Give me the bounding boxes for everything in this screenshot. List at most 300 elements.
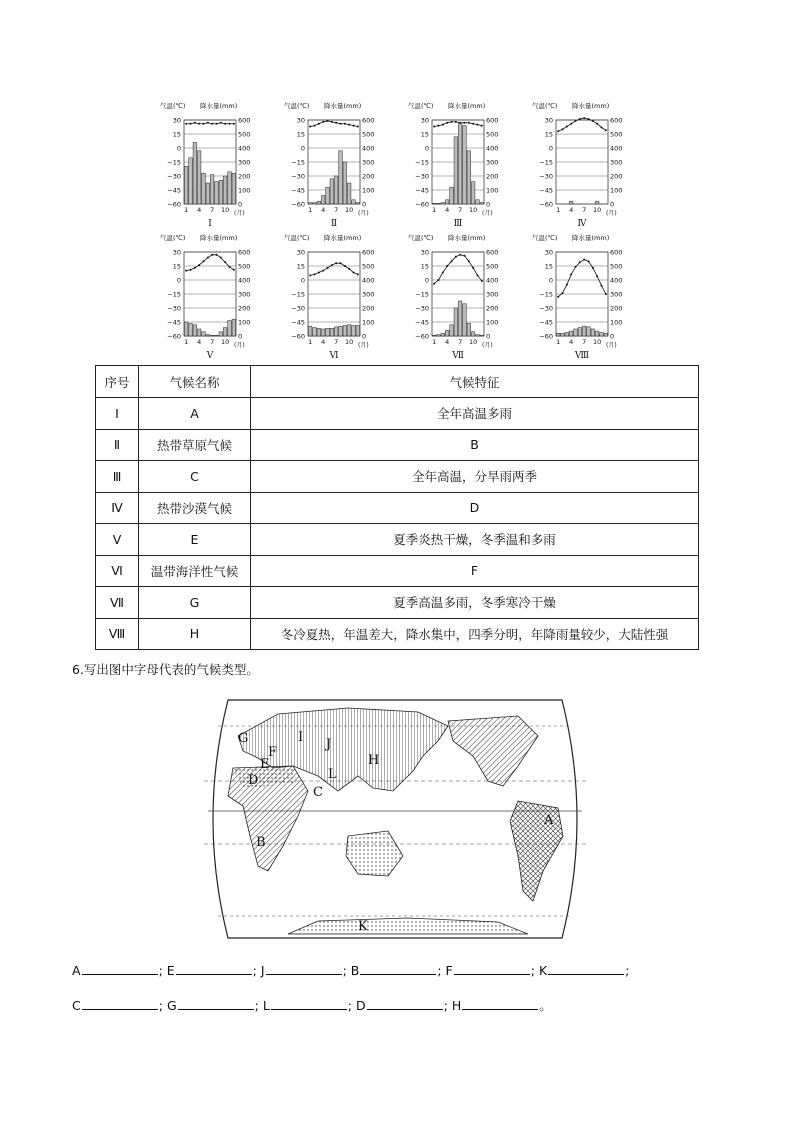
precip-bar — [343, 326, 347, 337]
precip-bar — [476, 200, 480, 204]
temp-axis-label: 气温(℃) — [284, 102, 310, 110]
temp-point — [211, 123, 213, 125]
precip-tick-label: 0 — [610, 332, 615, 341]
sep: ; — [158, 963, 163, 978]
temp-point — [353, 272, 355, 274]
table-row — [96, 429, 699, 461]
temp-point — [575, 120, 577, 122]
precip-bar — [215, 335, 219, 336]
temp-point — [207, 122, 209, 124]
month-unit-label: (月) — [234, 342, 245, 349]
temp-line — [434, 122, 482, 127]
precip-bar — [330, 179, 334, 204]
precip-bar — [476, 335, 480, 336]
map-letter-l: L — [328, 767, 337, 782]
temp-point — [601, 285, 603, 287]
temp-tick-label: −15 — [539, 290, 553, 299]
precip-bar — [480, 203, 484, 204]
month-tick-label: 4 — [445, 338, 450, 346]
temp-point — [464, 255, 466, 257]
table-row — [96, 492, 699, 524]
answer-blank[interactable] — [82, 962, 158, 975]
temp-tick-label: 0 — [176, 276, 181, 285]
precip-bar — [463, 126, 467, 204]
month-unit-label: (月) — [234, 210, 245, 217]
answer-blank[interactable] — [454, 962, 530, 975]
table-row — [96, 398, 699, 430]
temp-point — [481, 125, 483, 127]
precip-bar — [197, 329, 201, 336]
map-letter-d: D — [248, 773, 259, 788]
precip-bar — [467, 323, 471, 336]
temp-point — [566, 126, 568, 128]
precip-tick-label: 400 — [610, 276, 623, 285]
month-tick-label: 7 — [458, 338, 463, 346]
precip-bar — [569, 331, 573, 336]
precip-tick-label: 200 — [238, 172, 251, 181]
precip-tick-label: 300 — [610, 158, 623, 167]
precip-bar — [480, 335, 484, 336]
temp-tick-label: −60 — [291, 332, 305, 341]
temp-tick-label: −45 — [539, 186, 553, 195]
map-letter-j: J — [326, 737, 332, 752]
answer-label: K — [538, 963, 548, 978]
precip-bar — [600, 333, 604, 337]
temp-point — [438, 279, 440, 281]
precip-bar — [591, 329, 595, 336]
month-tick-label: 10 — [469, 206, 478, 214]
temp-point — [588, 260, 590, 262]
temp-tick-label: 30 — [172, 248, 181, 257]
precip-bar — [193, 142, 197, 204]
precip-bar — [569, 201, 573, 204]
precip-tick-label: 400 — [362, 276, 375, 285]
temp-axis-label: 气温(℃) — [532, 102, 558, 110]
precip-bar — [454, 137, 458, 204]
sep: ; — [254, 998, 259, 1013]
temp-tick-label: 30 — [544, 248, 553, 257]
precip-tick-label: 0 — [238, 332, 243, 341]
temp-point — [322, 121, 324, 123]
temp-tick-label: −30 — [291, 172, 305, 181]
precip-bar — [232, 173, 236, 204]
temp-point — [438, 125, 440, 127]
temp-point — [481, 280, 483, 282]
world-climate-map — [198, 696, 592, 942]
precip-tick-label: 500 — [238, 262, 251, 271]
temp-point — [207, 257, 209, 259]
precip-bar — [206, 183, 210, 204]
precip-bar — [582, 326, 586, 336]
temp-line — [186, 123, 234, 124]
month-tick-label: 4 — [569, 338, 574, 346]
cell-feature: 全年高温多雨 — [251, 398, 699, 430]
chart-roman-label: Ⅵ — [329, 351, 339, 360]
precip-bar — [450, 325, 454, 336]
precip-bar — [210, 335, 214, 336]
answer-label: F — [445, 963, 453, 978]
month-tick-label: 1 — [556, 206, 561, 214]
cell-name: G — [139, 587, 251, 619]
month-tick-label: 7 — [582, 206, 587, 214]
month-tick-label: 1 — [432, 338, 437, 346]
month-tick-label: 10 — [221, 338, 230, 346]
answer-blank[interactable] — [548, 962, 624, 975]
precip-tick-label: 0 — [362, 332, 367, 341]
temp-point — [477, 274, 479, 276]
precip-bar — [347, 183, 351, 204]
temp-axis-label: 气温(℃) — [160, 234, 186, 242]
precip-bar — [578, 328, 582, 336]
temp-tick-label: 30 — [296, 116, 305, 125]
precip-bar — [330, 328, 334, 336]
temp-tick-label: 15 — [172, 262, 181, 271]
temp-tick-label: −45 — [415, 318, 429, 327]
temp-point — [468, 260, 470, 262]
temp-point — [216, 254, 218, 256]
table-row — [96, 461, 699, 493]
precip-bar — [471, 182, 475, 204]
precip-bar — [202, 332, 206, 336]
temp-point — [451, 260, 453, 262]
temp-point — [557, 130, 559, 132]
month-tick-label: 10 — [593, 338, 602, 346]
temp-point — [220, 257, 222, 259]
answer-blank[interactable] — [266, 962, 342, 975]
chart-roman-label: Ⅰ — [208, 219, 212, 229]
precip-axis-label: 降水量(mm) — [324, 102, 362, 110]
answer-label: D — [356, 998, 366, 1013]
temp-tick-label: −15 — [291, 290, 305, 299]
month-tick-label: 1 — [556, 338, 561, 346]
precip-bar — [326, 187, 330, 204]
temp-point — [344, 265, 346, 267]
precip-tick-label: 300 — [362, 158, 375, 167]
answer-label: E — [166, 963, 175, 978]
precip-bar — [313, 328, 317, 336]
precip-bar — [219, 332, 223, 336]
temp-tick-label: 0 — [424, 276, 429, 285]
precip-tick-label: 500 — [610, 262, 623, 271]
end-mark: 。 — [539, 998, 552, 1013]
precip-tick-label: 600 — [610, 116, 623, 125]
month-tick-label: 1 — [184, 338, 189, 346]
temp-tick-label: 0 — [548, 276, 553, 285]
temp-point — [459, 122, 461, 124]
chart-roman-label: Ⅲ — [453, 219, 463, 229]
precip-bar — [561, 333, 565, 336]
temp-point — [233, 269, 235, 271]
temp-point — [472, 267, 474, 269]
temp-tick-label: 30 — [544, 116, 553, 125]
answer-blank[interactable] — [271, 997, 347, 1010]
precip-tick-label: 600 — [238, 116, 251, 125]
precip-tick-label: 200 — [486, 172, 499, 181]
answer-line-1 — [72, 962, 629, 978]
temp-point — [314, 125, 316, 127]
cell-index: Ⅶ — [96, 587, 139, 619]
sep: ; — [342, 963, 347, 978]
temp-tick-label: −15 — [291, 158, 305, 167]
precip-tick-label: 400 — [362, 144, 375, 153]
answer-blank[interactable] — [82, 997, 158, 1010]
temp-point — [477, 124, 479, 126]
precip-bar — [210, 175, 214, 204]
precip-bar — [202, 173, 206, 204]
temp-tick-label: −15 — [415, 158, 429, 167]
precip-tick-label: 100 — [486, 186, 499, 195]
sep: ; — [625, 963, 630, 978]
month-tick-label: 4 — [197, 206, 202, 214]
precip-tick-label: 0 — [362, 200, 367, 209]
temp-line — [310, 263, 358, 275]
temp-tick-label: −15 — [415, 290, 429, 299]
precip-tick-label: 200 — [610, 172, 623, 181]
climate-chart — [532, 101, 622, 229]
precip-bar — [228, 172, 232, 204]
temp-point — [357, 126, 359, 128]
cell-index: Ⅷ — [96, 618, 139, 650]
precip-bar — [215, 182, 219, 204]
temp-tick-label: −45 — [167, 186, 181, 195]
temp-point — [216, 123, 218, 125]
precip-bar — [347, 325, 351, 336]
month-tick-label: 7 — [334, 338, 339, 346]
precip-bar — [352, 326, 356, 337]
answer-blank[interactable] — [367, 997, 443, 1010]
month-tick-label: 4 — [321, 338, 326, 346]
chart-roman-label: Ⅳ — [577, 219, 587, 229]
precip-bar — [458, 123, 462, 204]
temp-point — [322, 270, 324, 272]
temp-point — [185, 123, 187, 125]
precip-tick-label: 100 — [238, 186, 251, 195]
sep: ; — [252, 963, 257, 978]
temp-point — [557, 296, 559, 298]
temp-tick-label: 15 — [420, 130, 429, 139]
precip-bar — [587, 327, 591, 336]
temp-tick-label: −30 — [167, 172, 181, 181]
temp-axis-label: 气温(℃) — [284, 234, 310, 242]
month-tick-label: 4 — [197, 338, 202, 346]
temp-tick-label: −30 — [539, 304, 553, 313]
month-unit-label: (月) — [358, 210, 369, 217]
map-letter-k: K — [358, 919, 368, 934]
temp-point — [309, 274, 311, 276]
temp-point — [601, 126, 603, 128]
answer-blank[interactable] — [360, 962, 436, 975]
temp-tick-label: −45 — [291, 186, 305, 195]
temp-point — [331, 264, 333, 266]
precip-bar — [565, 333, 569, 337]
temp-point — [314, 273, 316, 275]
temp-tick-label: 15 — [544, 262, 553, 271]
precip-bar — [604, 333, 608, 336]
temp-tick-label: 0 — [548, 144, 553, 153]
map-letter-a: A — [544, 813, 554, 828]
precip-tick-label: 600 — [362, 116, 375, 125]
precip-tick-label: 600 — [486, 248, 499, 257]
precip-axis-label: 降水量(mm) — [572, 102, 610, 110]
precip-bar — [189, 323, 193, 336]
temp-tick-label: 15 — [296, 130, 305, 139]
precip-tick-label: 300 — [486, 290, 499, 299]
cell-feature: F — [251, 555, 699, 587]
temp-tick-label: 0 — [424, 144, 429, 153]
temp-tick-label: −30 — [167, 304, 181, 313]
precip-bar — [432, 203, 436, 204]
precip-tick-label: 0 — [238, 200, 243, 209]
temp-point — [229, 123, 231, 125]
temp-point — [335, 122, 337, 124]
temp-tick-label: 0 — [300, 276, 305, 285]
precip-tick-label: 200 — [486, 304, 499, 313]
precip-bar — [321, 196, 325, 204]
precip-tick-label: 600 — [486, 116, 499, 125]
sep: ; — [347, 998, 353, 1013]
answer-blank[interactable] — [178, 997, 254, 1010]
temp-tick-label: 15 — [296, 262, 305, 271]
answer-label: C — [72, 998, 81, 1013]
precip-tick-label: 300 — [362, 290, 375, 299]
precip-bar — [437, 335, 441, 336]
precip-bar — [343, 162, 347, 204]
temp-point — [190, 123, 192, 125]
temp-point — [442, 124, 444, 126]
temp-tick-label: 30 — [420, 116, 429, 125]
precip-bar — [334, 176, 338, 204]
month-unit-label: (月) — [482, 342, 493, 349]
precip-bar — [352, 200, 356, 204]
precip-bar — [232, 319, 236, 336]
temp-line — [558, 259, 606, 296]
precip-tick-label: 500 — [362, 262, 375, 271]
precip-bar — [595, 201, 599, 204]
temp-line — [186, 255, 234, 271]
cell-feature: B — [251, 429, 699, 461]
temp-point — [588, 118, 590, 120]
precip-tick-label: 0 — [610, 200, 615, 209]
precip-tick-label: 500 — [238, 130, 251, 139]
climate-chart — [284, 233, 374, 360]
month-tick-label: 4 — [569, 206, 574, 214]
cell-name: A — [139, 398, 251, 430]
precip-tick-label: 600 — [610, 248, 623, 257]
temp-tick-label: 15 — [420, 262, 429, 271]
cell-index: Ⅳ — [96, 492, 139, 524]
precip-tick-label: 200 — [610, 304, 623, 313]
cell-index: Ⅴ — [96, 524, 139, 556]
temp-point — [575, 266, 577, 268]
header-climate-name: 气候名称 — [139, 366, 251, 398]
precip-tick-label: 200 — [362, 172, 375, 181]
precip-bar — [432, 335, 436, 336]
precip-tick-label: 0 — [486, 332, 491, 341]
temp-axis-label: 气温(℃) — [408, 102, 434, 110]
temp-line — [434, 255, 482, 284]
cell-index: Ⅵ — [96, 555, 139, 587]
precip-tick-label: 100 — [362, 318, 375, 327]
temp-point — [318, 123, 320, 125]
temp-tick-label: 0 — [176, 144, 181, 153]
temp-tick-label: 30 — [172, 116, 181, 125]
cell-index: Ⅱ — [96, 429, 139, 461]
month-tick-label: 7 — [210, 338, 215, 346]
precip-axis-label: 降水量(mm) — [324, 234, 362, 242]
temp-point — [562, 128, 564, 130]
answer-blank[interactable] — [176, 962, 252, 975]
cell-name: 热带草原气候 — [139, 429, 251, 461]
cell-feature: 全年高温，分旱雨两季 — [251, 461, 699, 493]
precip-tick-label: 300 — [610, 290, 623, 299]
precip-tick-label: 200 — [362, 304, 375, 313]
precip-axis-label: 降水量(mm) — [448, 102, 486, 110]
map-letter-f: F — [268, 745, 278, 760]
precip-axis-label: 降水量(mm) — [572, 234, 610, 242]
climate-chart — [532, 233, 622, 360]
month-tick-label: 7 — [582, 338, 587, 346]
question-text: 6.写出图中字母代表的气候类型。 — [72, 662, 259, 677]
month-tick-label: 7 — [458, 206, 463, 214]
temp-point — [579, 261, 581, 263]
precip-axis-label: 降水量(mm) — [200, 102, 238, 110]
table-row — [96, 524, 699, 556]
temp-tick-label: −15 — [167, 290, 181, 299]
temp-tick-label: −30 — [415, 172, 429, 181]
map-letter-i: I — [298, 730, 304, 745]
temp-point — [203, 260, 205, 262]
temp-tick-label: −45 — [291, 318, 305, 327]
precip-tick-label: 100 — [486, 318, 499, 327]
temp-tick-label: −45 — [539, 318, 553, 327]
temp-tick-label: −60 — [415, 332, 429, 341]
month-unit-label: (月) — [482, 210, 493, 217]
temp-point — [344, 123, 346, 125]
precip-tick-label: 600 — [238, 248, 251, 257]
precip-bar — [193, 325, 197, 336]
precip-tick-label: 300 — [238, 290, 251, 299]
climate-chart — [408, 101, 498, 229]
precip-tick-label: 400 — [238, 276, 251, 285]
answer-blank[interactable] — [462, 997, 538, 1010]
month-tick-label: 10 — [345, 206, 354, 214]
precip-tick-label: 400 — [238, 144, 251, 153]
temp-point — [596, 123, 598, 125]
temp-point — [335, 262, 337, 264]
temp-point — [348, 124, 350, 126]
temp-tick-label: −30 — [415, 304, 429, 313]
temp-point — [605, 293, 607, 295]
precip-bar — [445, 200, 449, 204]
cell-name: H — [139, 618, 251, 650]
sep: ; — [530, 963, 535, 978]
precip-tick-label: 500 — [362, 130, 375, 139]
cell-index: Ⅰ — [96, 398, 139, 430]
precip-axis-label: 降水量(mm) — [448, 234, 486, 242]
precip-tick-label: 500 — [486, 262, 499, 271]
chart-roman-label: Ⅱ — [330, 219, 338, 229]
temp-tick-label: −45 — [415, 186, 429, 195]
temp-tick-label: −45 — [167, 318, 181, 327]
precip-bar — [574, 329, 578, 336]
precip-tick-label: 400 — [486, 276, 499, 285]
temp-point — [472, 123, 474, 125]
temp-axis-label: 气温(℃) — [408, 234, 434, 242]
cell-name: E — [139, 524, 251, 556]
temp-point — [194, 267, 196, 269]
climate-chart — [408, 233, 498, 360]
month-unit-label: (月) — [606, 210, 617, 217]
